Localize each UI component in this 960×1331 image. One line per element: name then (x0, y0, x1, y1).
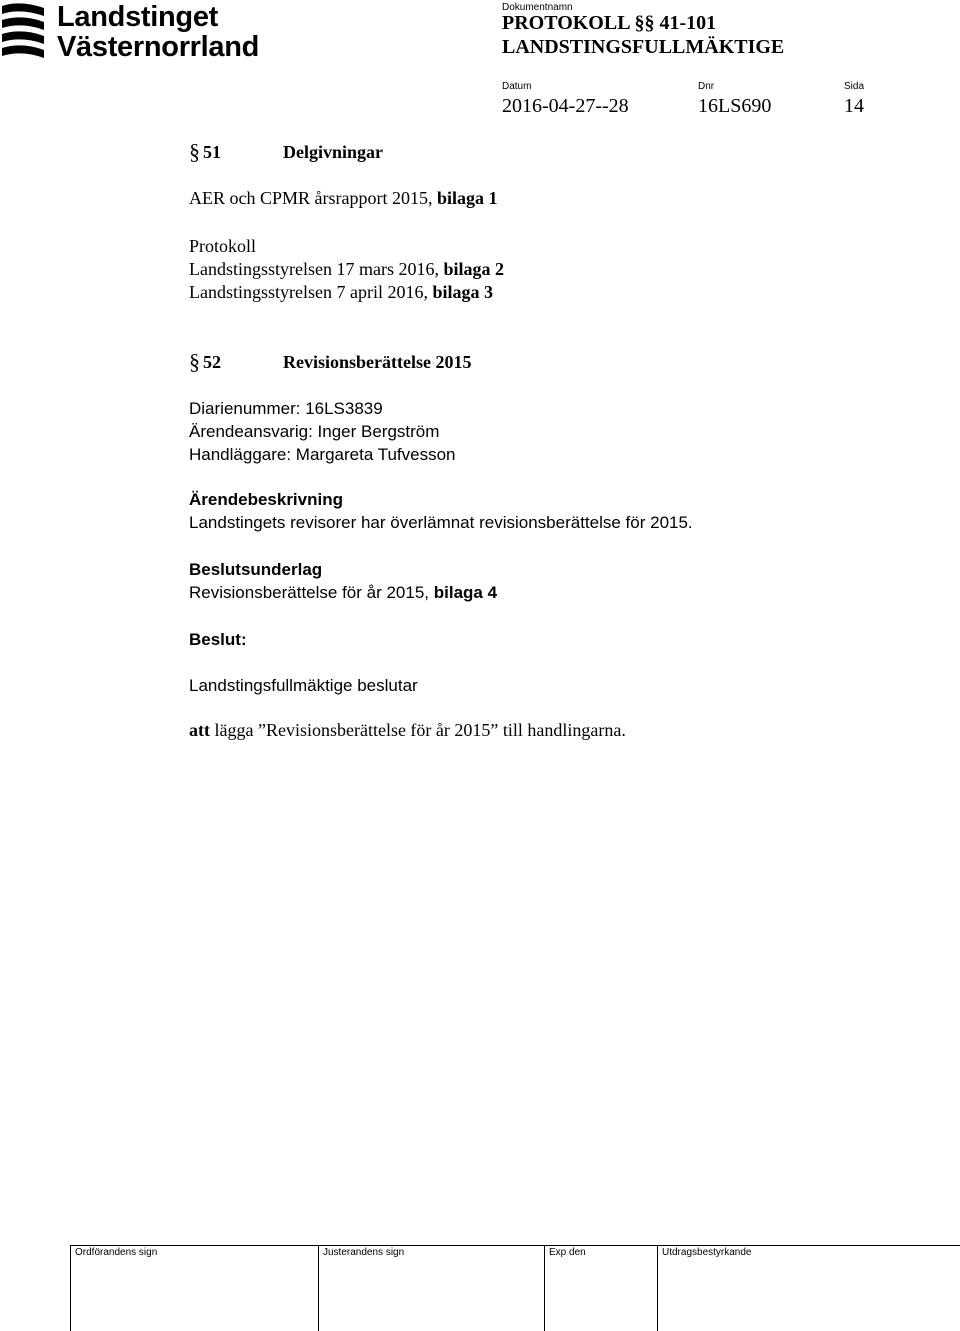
datum-value: 2016-04-27--28 (502, 95, 629, 117)
protokoll-label: Protokoll (189, 236, 257, 256)
beslutsunderlag-text: Revisionsberättelse för år 2015, bilaga 4 (189, 583, 498, 602)
justerandens-sign-label: Justerandens sign (323, 1247, 405, 1258)
section-51-heading (189, 141, 789, 163)
delgivning-line-1: AER och CPMR årsrapport 2015, bilaga 1 (189, 188, 498, 208)
arendebeskrivning-heading: Ärendebeskrivning (189, 490, 343, 509)
section-title: Revisionsberättelse 2015 (283, 352, 472, 372)
utdragsbestyrkande-label: Utdragsbestyrkande (662, 1247, 752, 1258)
datum-label: Datum (502, 81, 532, 92)
dnr-label: Dnr (698, 81, 715, 92)
justerandens-sign-box (318, 1246, 405, 1331)
signature-footer (70, 1245, 960, 1331)
document-title-line1: PROTOKOLL §§ 41-101 (502, 12, 717, 34)
logo-text-line1: Landstinget (57, 1, 219, 33)
logo-emblem-icon (0, 2, 48, 60)
exp-den-label: Exp den (549, 1247, 586, 1258)
diarienummer: Diarienummer: 16LS3839 (189, 399, 383, 418)
beslutsunderlag-heading: Beslutsunderlag (189, 560, 323, 579)
beslut-att-sats: att lägga ”Revisionsberättelse för år 2015” till handlingarna. (189, 720, 626, 740)
section-title: Delgivningar (283, 142, 384, 162)
section-number: 52 (203, 352, 221, 372)
ordforandens-sign-label: Ordförandens sign (75, 1247, 158, 1258)
sida-label: Sida (844, 81, 865, 92)
delgivning-line-3: Landstingsstyrelsen 17 mars 2016, bilaga 2 (189, 259, 504, 279)
logo-text-line2: Västernorrland (57, 31, 260, 63)
section-52-heading (189, 351, 789, 373)
arendeansvarig: Ärendeansvarig: Inger Bergström (189, 422, 440, 441)
section-number: 51 (203, 142, 221, 162)
dnr-value: 16LS690 (698, 95, 772, 117)
paragraph-sign: § (189, 139, 200, 164)
beslut-heading: Beslut: (189, 630, 247, 649)
exp-den-box (544, 1246, 586, 1331)
dokumentnamn-label: Dokumentnamn (502, 2, 573, 13)
handlaggare: Handläggare: Margareta Tufvesson (189, 445, 456, 464)
utdragsbestyrkande-box (657, 1246, 752, 1331)
document-title-line2: LANDSTINGSFULLMÄKTIGE (502, 36, 785, 58)
beslut-intro: Landstingsfullmäktige beslutar (189, 676, 418, 695)
ordforandens-sign-box (70, 1246, 158, 1331)
sida-value: 14 (844, 95, 864, 117)
arendebeskrivning-text: Landstingets revisorer har överlämnat revisionsberättelse för 2015. (189, 513, 693, 532)
delgivning-line-4: Landstingsstyrelsen 7 april 2016, bilaga 3 (189, 282, 493, 302)
logo (0, 0, 275, 66)
paragraph-sign: § (189, 349, 200, 374)
